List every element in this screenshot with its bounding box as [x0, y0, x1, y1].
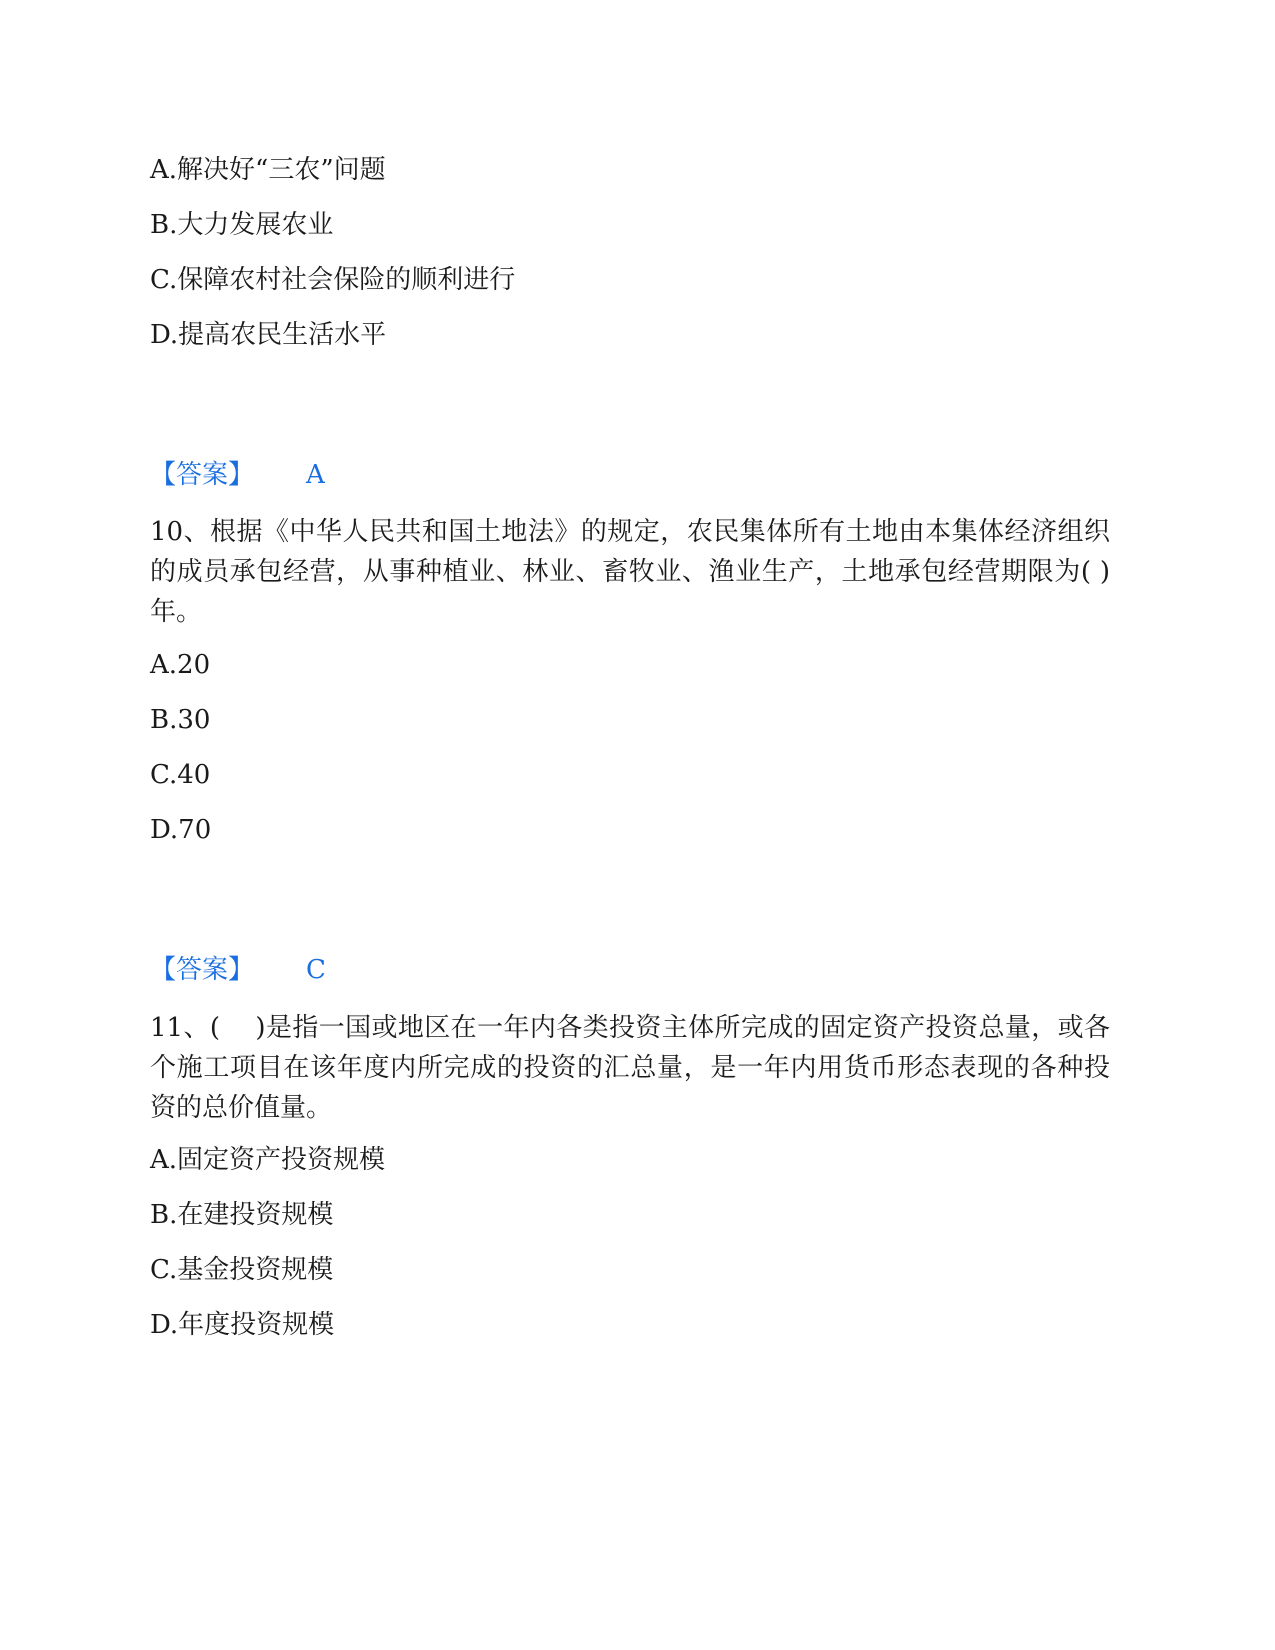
- option-b: B.在建投资规模: [150, 1200, 334, 1230]
- question-10-text: 10、根据《中华人民共和国土地法》的规定，农民集体所有土地由本集体经济组织的成员承包经营，从事种植业、林业、畜牧业、渔业生产，土地承包经营期限为( )年。: [150, 517, 1110, 627]
- option-d: D.70: [150, 815, 212, 845]
- question-11-text: 11、( )是指一国或地区在一年内各类投资主体所完成的固定资产投资总量，或各个施工项目在该年度内所完成的投资的汇总量，是一年内用货币形态表现的各种投资的总价值量。: [150, 1013, 1110, 1123]
- option-c: C.40: [150, 760, 211, 790]
- option-d: D.提高农民生活水平: [150, 320, 387, 350]
- option-b: B.30: [150, 705, 211, 735]
- option-a: A.固定资产投资规模: [150, 1145, 386, 1175]
- option-b: B.大力发展农业: [150, 210, 334, 240]
- answer-row: [150, 455, 325, 495]
- option-c: C.保障农村社会保险的顺利进行: [150, 265, 516, 295]
- option-a: A.解决好“三农”问题: [150, 155, 386, 185]
- answer-row: [150, 950, 326, 990]
- answer-label: 【答案】: [150, 460, 255, 490]
- option-a: A.20: [150, 650, 211, 680]
- option-c: C.基金投资规模: [150, 1255, 334, 1285]
- answer-value: A: [306, 460, 325, 490]
- answer-value: C: [306, 955, 326, 985]
- option-d: D.年度投资规模: [150, 1310, 335, 1340]
- answer-label: 【答案】: [150, 955, 255, 985]
